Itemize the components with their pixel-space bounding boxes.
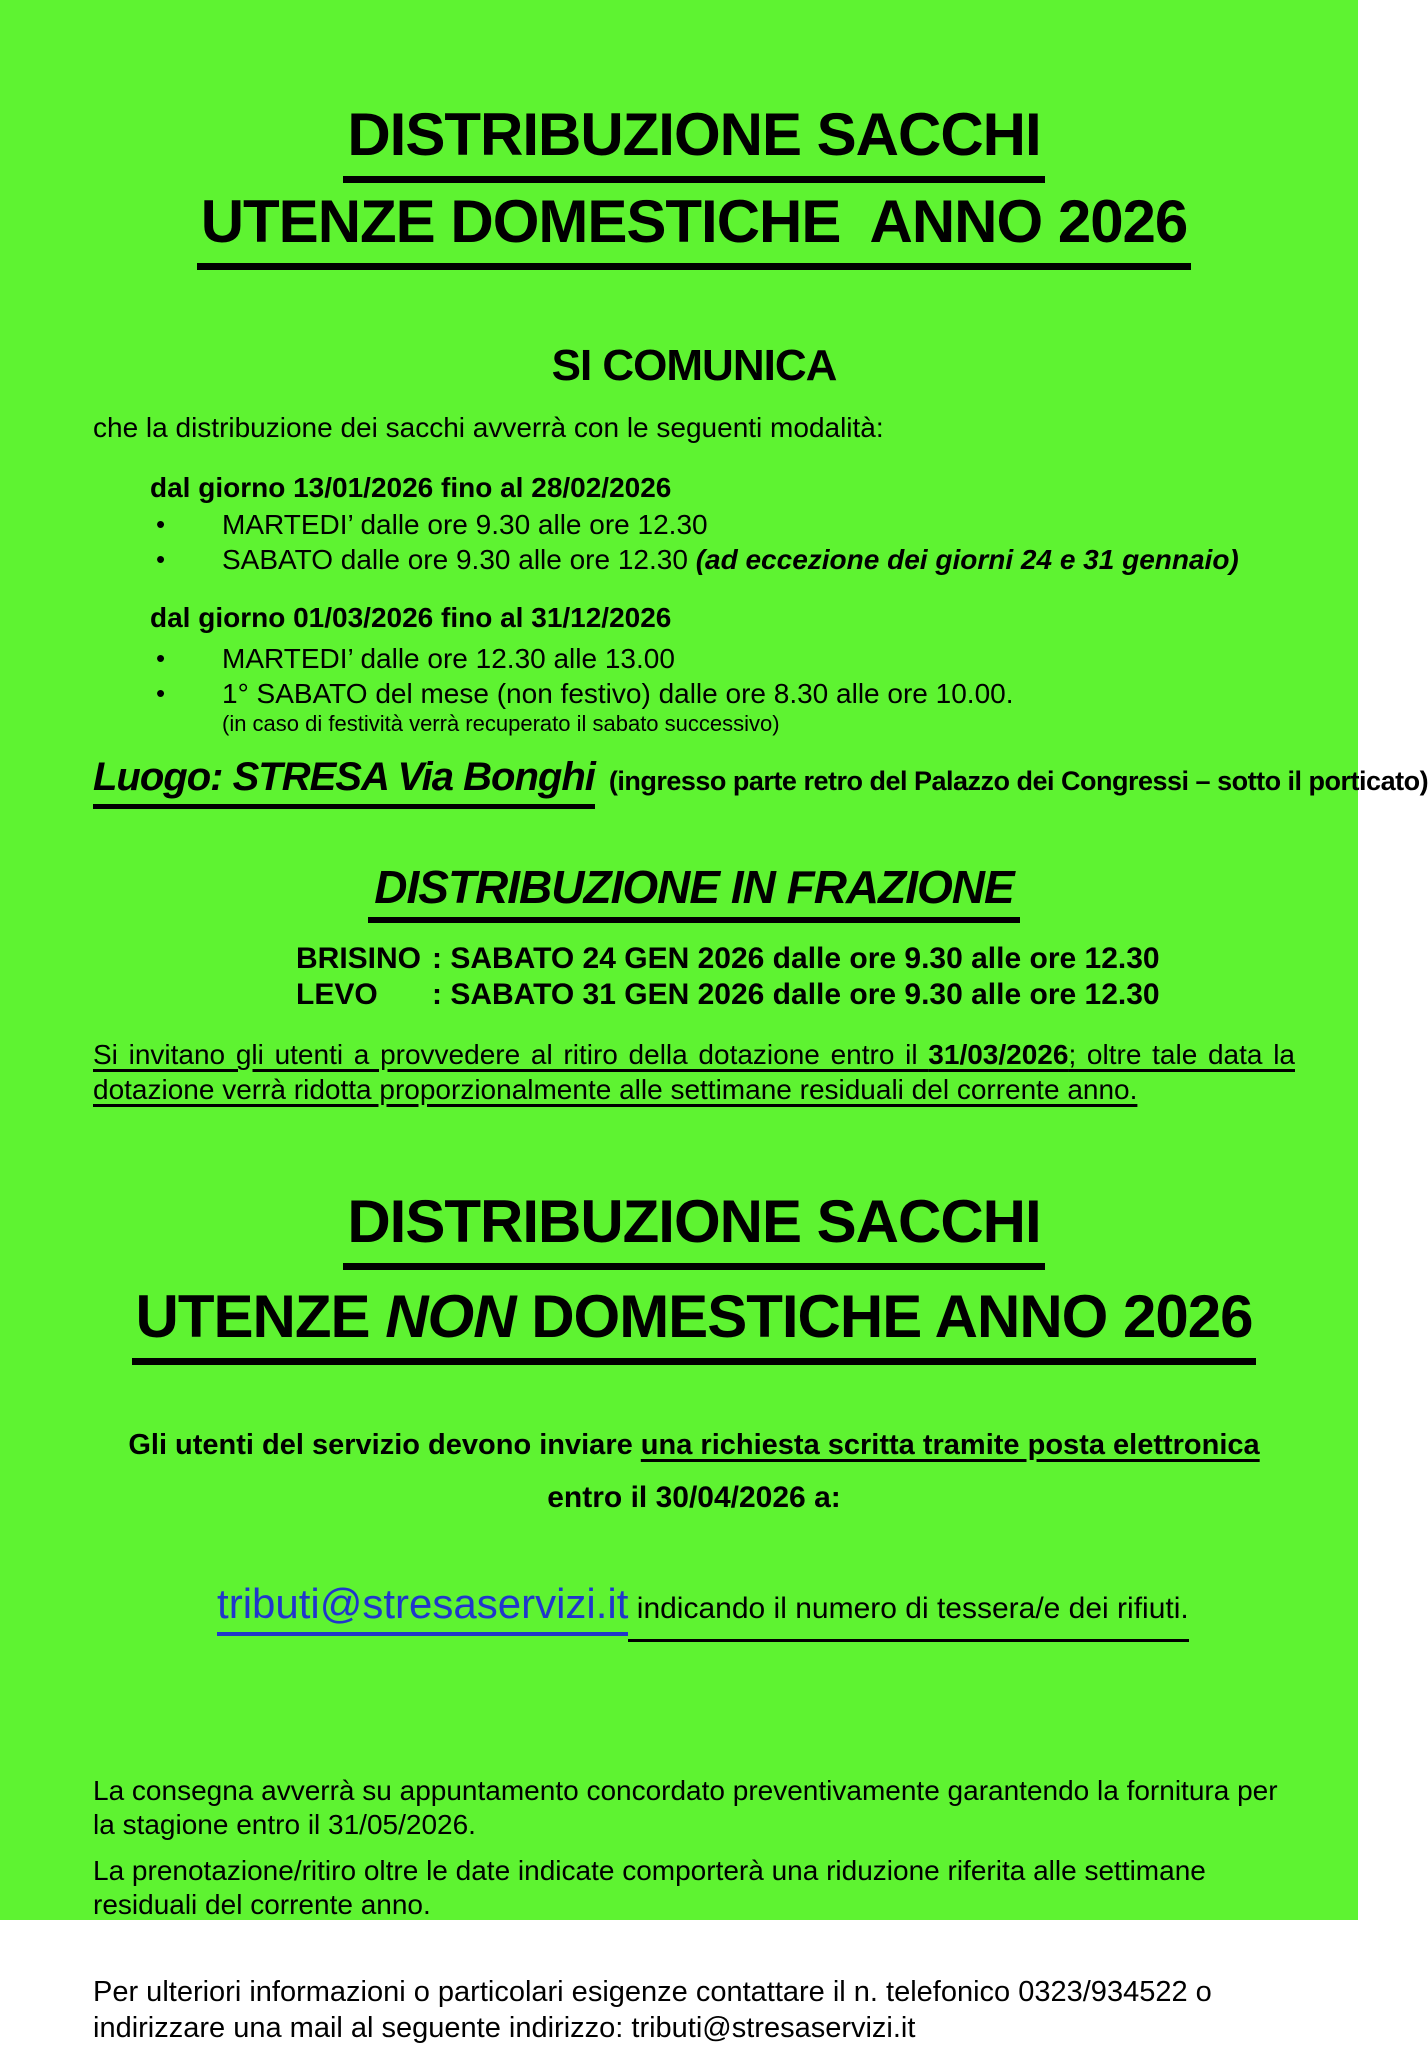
bullet-text: 1° SABATO del mese (non festivo) dalle ore 8.30 alle ore 10.00.	[222, 678, 1014, 709]
bullet-text: MARTEDI’ dalle ore 12.30 alle 13.00	[222, 643, 675, 674]
festivity-note: (in caso di festività verrà recuperato il sabato successivo)	[222, 711, 780, 736]
bullet-dot-icon: •	[156, 643, 166, 673]
bullet-item	[156, 544, 1295, 575]
footer-paragraph-consegna: La consegna avverrà su appuntamento concordato preventivamente garantendo la fornitura per la stagione entro il 31/05/2026.	[93, 1775, 1278, 1840]
bullet-text	[222, 544, 1239, 575]
ritiro-notice	[93, 1037, 1295, 1107]
footer-paragraph-contatti: Per ulteriori informazioni o particolari esigenze contattare il n. telefonico 0323/934522 o indirizzare una mail al seguente indirizzo: tributi@stresaservizi.it	[93, 1976, 1212, 2044]
bullet-dot-icon: •	[156, 678, 166, 708]
bullet-item	[156, 678, 1295, 709]
bullet-text-normal: SABATO dalle ore 9.30 alle ore 12.30	[222, 544, 696, 575]
location-label: Luogo: STRESA Via Bonghi	[93, 753, 595, 809]
instruction-pre: Gli utenti del servizio devono inviare	[128, 1429, 641, 1461]
bullet-dot-icon: •	[156, 509, 166, 539]
notice-part-2: ; oltre tale data la dotazione verrà ridotta proporzionalmente alle settimane residuali del corrente anno.	[93, 1039, 1295, 1105]
row-detail: : SABATO 31 GEN 2026 dalle ore 9.30 alle ore 12.30	[432, 978, 1160, 1011]
bullet-item	[156, 643, 1295, 674]
ritiro-notice-text	[93, 1039, 1295, 1105]
title2-post: DOMESTICHE ANNO 2026	[515, 1283, 1253, 1350]
email-link[interactable]: tributi@stresaservizi.it	[217, 1578, 628, 1636]
bullet-dot-icon: •	[156, 544, 166, 574]
frazione-row-levo	[296, 977, 1295, 1013]
title2-line-1	[93, 1183, 1295, 1270]
instruction-underlined: una richiesta scritta tramite posta elettronica	[640, 1429, 1260, 1461]
title2-pre: UTENZE	[135, 1283, 386, 1350]
period-2-title: dal giorno 01/03/2026 fino al 31/12/2026	[150, 602, 672, 633]
title-line-2-text: UTENZE DOMESTICHE ANNO 2026	[197, 183, 1192, 270]
place-name: LEVO	[296, 978, 378, 1011]
request-instruction	[93, 1427, 1295, 1463]
location-line	[93, 753, 1428, 810]
footer-paragraph-prenotazione: La prenotazione/ritiro oltre le date indicate comporterà una riduzione riferita alle settimane residuali del corrente anno.	[93, 1855, 1206, 1920]
title2-line-1-text: DISTRIBUZIONE SACCHI	[343, 1183, 1044, 1270]
title-utenze-domestiche	[93, 96, 1295, 270]
intro-text: che la distribuzione dei sacchi avverrà con le seguenti modalità:	[93, 412, 884, 443]
bullet-text-emphasis: (ad eccezione dei giorni 24 e 31 gennaio)	[695, 544, 1239, 575]
bullet-text: MARTEDI’ dalle ore 9.30 alle ore 12.30	[222, 509, 708, 540]
frazione-heading	[93, 860, 1295, 923]
frazione-heading-text: DISTRIBUZIONE IN FRAZIONE	[368, 860, 1019, 923]
place-name: BRISINO	[296, 942, 422, 975]
period-1-title: dal giorno 13/01/2026 fino al 28/02/2026	[150, 472, 672, 503]
title-line-2	[93, 183, 1295, 270]
si-comunica-heading: SI COMUNICA	[551, 341, 837, 390]
email-suffix: indicando il numero di tessera/e dei rifiuti.	[628, 1583, 1188, 1642]
title-utenze-non-domestiche	[93, 1183, 1295, 1365]
row-detail: : SABATO 24 GEN 2026 dalle ore 9.30 alle ore 12.30	[432, 942, 1160, 975]
email-line	[93, 1526, 1295, 1694]
title2-line-2	[93, 1278, 1295, 1365]
title2-non-italic: NON	[385, 1283, 516, 1350]
title-line-1-text: DISTRIBUZIONE SACCHI	[343, 96, 1044, 183]
title-line-1	[93, 96, 1295, 183]
frazione-schedule	[296, 941, 1295, 1013]
notice-part-1: Si invitano gli utenti a provvedere al ritiro della dotazione entro il	[93, 1039, 929, 1070]
notice-deadline: 31/03/2026	[928, 1039, 1069, 1070]
bullet-item	[156, 509, 1295, 540]
title2-line-2-text	[132, 1278, 1257, 1365]
request-deadline: entro il 30/04/2026 a:	[547, 1481, 841, 1514]
frazione-row-brisino	[296, 941, 1295, 977]
location-detail: (ingresso parte retro del Palazzo dei Congressi – sotto il porticato)	[608, 766, 1428, 796]
